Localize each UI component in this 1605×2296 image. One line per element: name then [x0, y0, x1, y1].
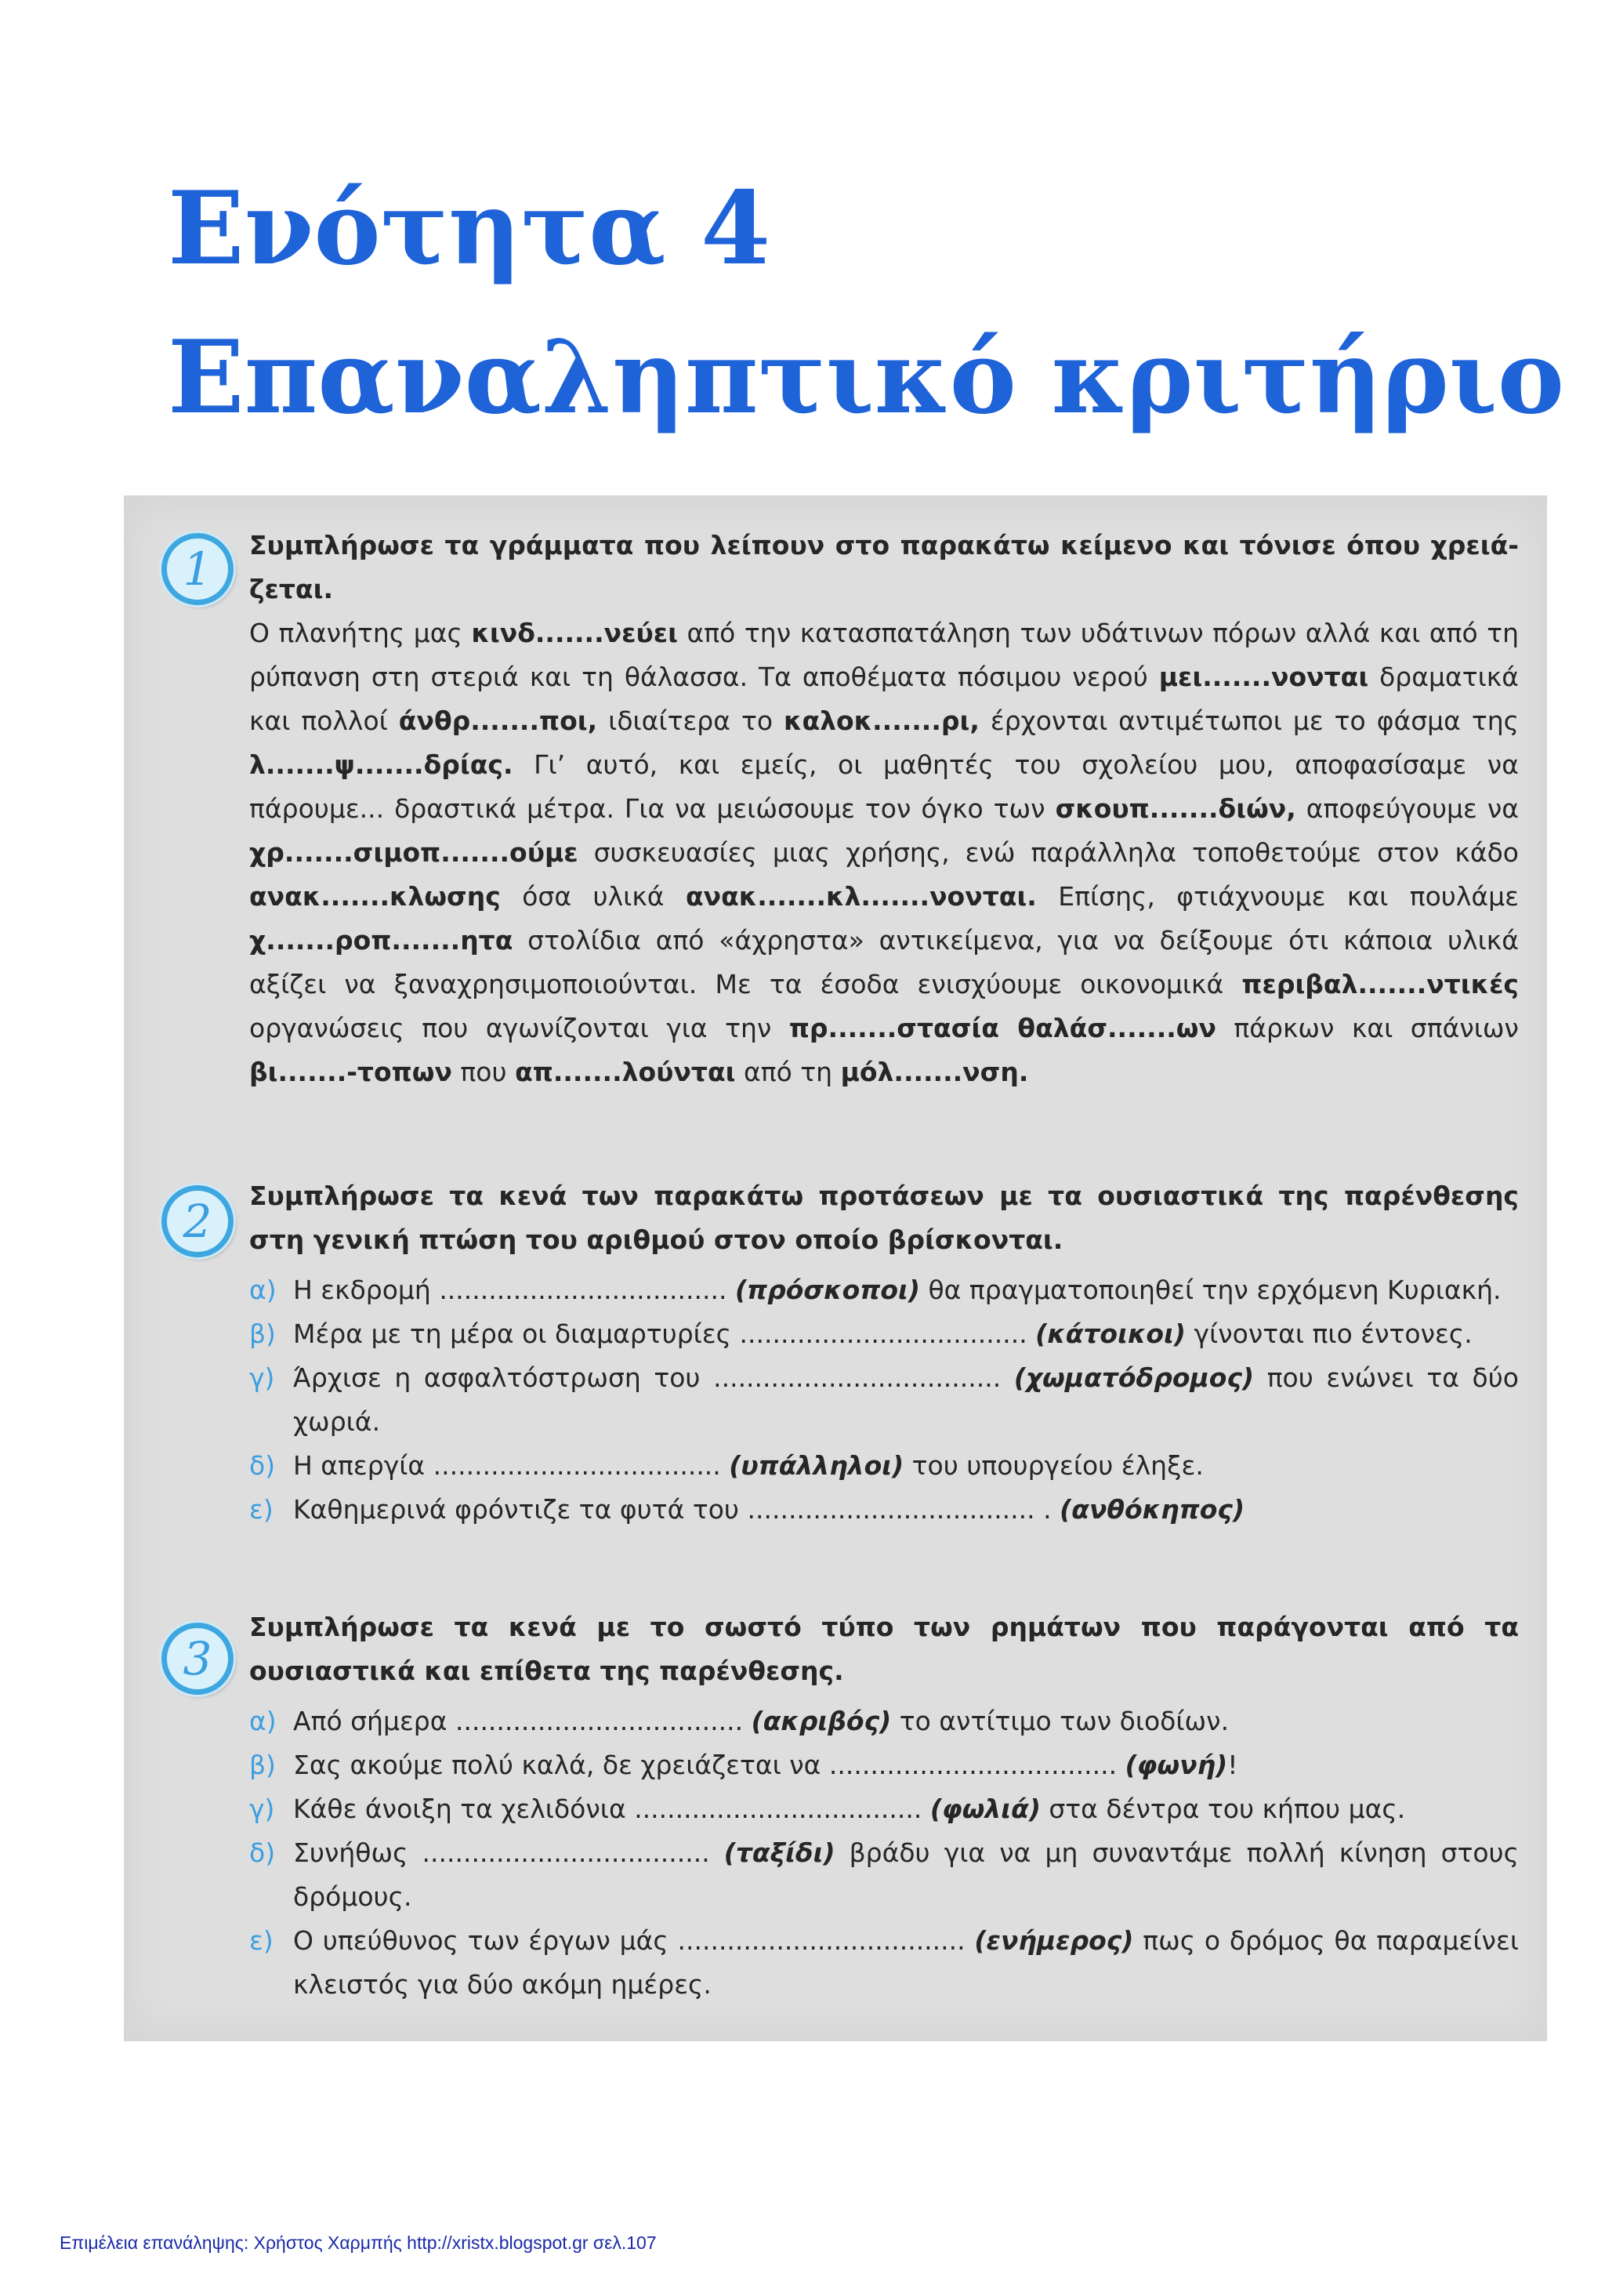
exercise-1-instruction: Συμπλήρωσε τα γράμματα που λείπουν στο παρακάτω κείμενο και τόνισε όπου χρειά-ζεται.	[249, 530, 1519, 604]
item-text	[293, 1268, 1519, 1312]
item-label: δ)	[249, 1450, 276, 1481]
item-text	[293, 1356, 1519, 1444]
exercise-item	[249, 1787, 1519, 1831]
footer-credit: Επιμέλεια επανάληψης: Χρήστος Χαρμπής http://xristx.blogspot.gr σελ.107	[60, 2233, 657, 2253]
item-hint-word: (κάτοικοι)	[1035, 1318, 1187, 1349]
item-label: γ)	[249, 1794, 275, 1824]
exercise-3	[249, 1605, 1519, 2007]
item-hint-word: (ακριβός)	[751, 1706, 892, 1736]
exercise-item	[249, 1488, 1519, 1532]
item-sentence-start: Από σήμερα ...................................	[293, 1706, 752, 1736]
item-text	[293, 1831, 1519, 1919]
exercise-item	[249, 1268, 1519, 1312]
exercise-3-instruction: Συμπλήρωσε τα κενά με το σωστό τύπο των ρημάτων που παράγονται από τα ουσιαστικά και επίθετα της παρένθεσης.	[249, 1612, 1519, 1686]
item-text	[293, 1488, 1519, 1532]
item-sentence-start: Μέρα με τη μέρα οι διαμαρτυρίες ...................................	[293, 1318, 1036, 1349]
item-sentence-end: !	[1227, 1750, 1238, 1780]
blank-word: χρ.......σιμοπ.......ούμε	[249, 837, 578, 868]
item-hint-word: (ανθόκηπος)	[1060, 1494, 1245, 1525]
item-sentence-end: στα δέντρα του κήπου μας.	[1040, 1794, 1406, 1824]
item-hint-word: (ενήμερος)	[974, 1925, 1134, 1956]
text-segment: από τη	[735, 1057, 841, 1087]
blank-word: ανακ.......κλωσης	[249, 881, 501, 912]
item-sentence-start: Καθημερινά φρόντιζε τα φυτά του ................................... .	[293, 1494, 1060, 1525]
item-hint-word: (χωματόδρομος)	[1013, 1362, 1255, 1393]
text-segment: οργανώσεις που αγωνίζονται για την	[249, 1013, 789, 1043]
text-segment: έρχονται αντιμέτωποι με το φάσμα της	[979, 705, 1519, 736]
blank-word: άνθρ.......ποι,	[398, 705, 598, 736]
text-segment: ιδιαίτερα το	[597, 705, 784, 736]
item-label: α)	[249, 1275, 277, 1305]
blank-word: μει.......νονται	[1158, 662, 1369, 692]
blank-word: απ.......λούνται	[515, 1057, 736, 1087]
item-text	[293, 1787, 1519, 1831]
text-segment: Ο πλανήτης μας	[249, 618, 472, 648]
exercise-item	[249, 1444, 1519, 1488]
exercise-2-items	[249, 1268, 1519, 1532]
exercise-item	[249, 1312, 1519, 1356]
item-sentence-end: το αντίτιμο των διοδίων.	[891, 1706, 1230, 1736]
text-segment: δραματικά και πολλοί	[249, 662, 1519, 736]
blank-word: λ.......ψ.......δρίας.	[249, 749, 513, 780]
item-hint-word: (ταξίδι)	[723, 1837, 835, 1868]
blank-word: περιβαλ.......ντικές	[1241, 969, 1519, 999]
exercise-1	[249, 524, 1519, 1094]
exercise-1-number-badge: 1	[161, 533, 234, 605]
item-sentence-start: Σας ακούμε πολύ καλά, δε χρειάζεται να ...................................	[293, 1750, 1125, 1780]
item-text	[293, 1444, 1519, 1488]
exercise-item	[249, 1831, 1519, 1919]
item-sentence-end: που ενώνει τα δύο χωριά.	[293, 1362, 1519, 1437]
blank-word: χ.......ροπ.......ητα	[249, 925, 513, 956]
item-sentence-end: πως ο δρόμος θα παραμείνει κλειστός για δύο ακόμη ημέρες.	[293, 1925, 1519, 2000]
item-label: ε)	[249, 1925, 274, 1956]
exercise-1-text	[249, 611, 1519, 1094]
item-label: δ)	[249, 1837, 276, 1868]
text-segment: στολίδια από «άχρηστα» αντικείμενα, για να δείξουμε ότι κάποια υλικά αξίζει να ξαναχρησιμοποιούνται. Με τα έσοδα ενισχύουμε οικονομικά	[249, 925, 1519, 999]
text-segment: από την κατασπατάληση των υδάτινων πόρων αλλά και από τη ρύπανση στη στεριά και τη θάλασσα. Τα αποθέματα πόσιμου νερού	[249, 618, 1519, 692]
item-sentence-start: Ο υπεύθυνος των έργων μάς ...................................	[293, 1925, 975, 1956]
item-text	[293, 1699, 1519, 1743]
item-text	[293, 1743, 1519, 1787]
item-label: γ)	[249, 1362, 275, 1393]
page-title-line2: Επαναληπτικό κριτήριο	[168, 319, 1565, 437]
item-sentence-end: θα πραγματοποιηθεί την ερχόμενη Κυριακή.	[919, 1275, 1502, 1305]
text-segment: πάρκων και σπάνιων	[1216, 1013, 1519, 1043]
exercise-item	[249, 1356, 1519, 1444]
item-hint-word: (υπάλληλοι)	[729, 1450, 904, 1481]
page-title-line1: Ενότητα 4	[168, 170, 771, 288]
item-sentence-start: Η εκδρομή ...................................	[293, 1275, 735, 1305]
exercise-3-number-badge: 3	[161, 1623, 234, 1695]
exercise-2	[249, 1174, 1519, 1532]
blank-word: κινδ.......νεύει	[471, 618, 678, 648]
item-label: α)	[249, 1706, 277, 1736]
text-segment: συσκευασίες μιας χρήσης, ενώ παράλληλα τοποθετούμε στον κάδο	[578, 837, 1519, 868]
blank-word: πρ.......στασία θαλάσ.......ων	[788, 1013, 1216, 1043]
item-sentence-start: Συνήθως ...................................	[293, 1837, 724, 1868]
exercise-item	[249, 1699, 1519, 1743]
item-hint-word: (πρόσκοποι)	[734, 1275, 920, 1305]
item-sentence-start: Άρχισε η ασφαλτόστρωση του ...................................	[293, 1362, 1014, 1393]
exercise-item	[249, 1919, 1519, 2007]
item-label: β)	[249, 1318, 276, 1349]
item-text	[293, 1919, 1519, 2007]
blank-word: βι.......-τοπων	[249, 1057, 452, 1087]
exercise-item	[249, 1743, 1519, 1787]
item-sentence-end: γίνονται πιο έντονες.	[1186, 1318, 1473, 1349]
item-sentence-end: βράδυ για να μη συναντάμε πολλή κίνηση στους δρόμους.	[293, 1837, 1519, 1912]
exercise-3-items	[249, 1699, 1519, 2007]
blank-word: μόλ.......νση.	[840, 1057, 1029, 1087]
item-sentence-end: του υπουργείου έληξε.	[904, 1450, 1204, 1481]
item-sentence-start: Η απεργία ...................................	[293, 1450, 730, 1481]
item-sentence-start: Κάθε άνοιξη τα χελιδόνια ...................................	[293, 1794, 930, 1824]
blank-word: σκουπ.......διών,	[1055, 793, 1296, 824]
item-label: ε)	[249, 1494, 274, 1525]
item-text	[293, 1312, 1519, 1356]
blank-word: καλοκ.......ρι,	[784, 705, 980, 736]
exercise-2-number-badge: 2	[161, 1185, 234, 1257]
text-segment: που	[451, 1057, 516, 1087]
text-segment: αποφεύγουμε να	[1295, 793, 1520, 824]
exercise-2-instruction: Συμπλήρωσε τα κενά των παρακάτω προτάσεων με τα ουσιαστικά της παρένθεσης στη γενική πτώση του αριθμού στον οποίο βρίσκονται.	[249, 1181, 1519, 1255]
item-hint-word: (φωνή)	[1125, 1750, 1228, 1780]
blank-word: ανακ.......κλ.......νονται.	[685, 881, 1037, 912]
text-segment: Γι’ αυτό, και εμείς, οι μαθητές του σχολείου μου, αποφασίσαμε να πάρουμε... δραστικά μέτρα. Για να μειώσουμε τον όγκο των	[249, 749, 1519, 824]
item-label: β)	[249, 1750, 276, 1780]
text-segment: όσα υλικά	[500, 881, 686, 912]
item-hint-word: (φωλιά)	[929, 1794, 1041, 1824]
text-segment: Επίσης, φτιάχνουμε και πουλάμε	[1036, 881, 1519, 912]
